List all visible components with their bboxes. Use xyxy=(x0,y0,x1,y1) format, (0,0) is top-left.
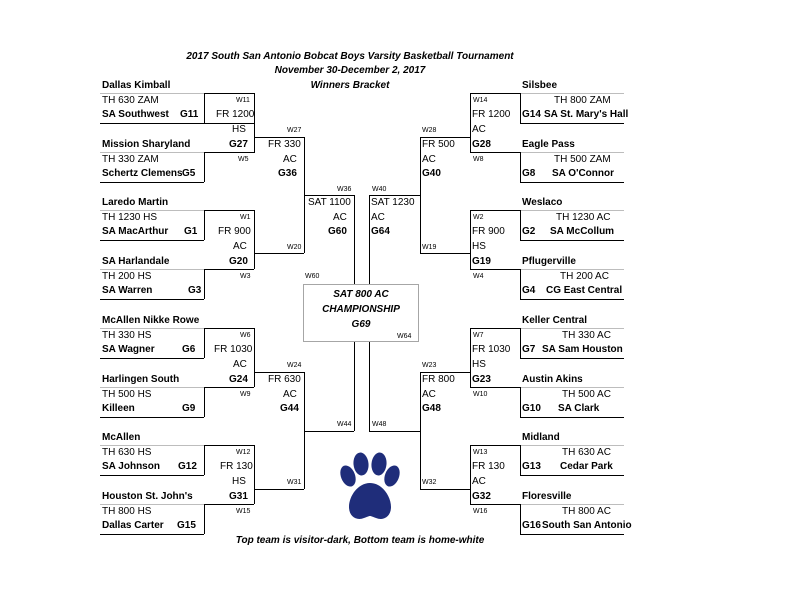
bracket-name: Winners Bracket xyxy=(310,80,390,91)
winner-label: W8 xyxy=(473,156,484,163)
game-site: AC xyxy=(422,154,436,165)
winner-label: W23 xyxy=(422,362,437,369)
team-name: Houston St. John's xyxy=(102,491,193,502)
team-name: Dallas Carter xyxy=(102,520,164,531)
game-number: G9 xyxy=(182,403,196,414)
game-site: HS xyxy=(472,359,486,370)
game-slot: TH 630 AC xyxy=(562,447,611,458)
game-number: G48 xyxy=(422,403,441,414)
game-site: AC xyxy=(472,124,486,135)
game-time: FR 1200 xyxy=(216,109,255,120)
game-number: G16 xyxy=(522,520,541,531)
game-slot: TH 800 AC xyxy=(562,506,611,517)
team-name: CG East Central xyxy=(546,285,623,296)
team-name: SA Warren xyxy=(102,285,153,296)
game-number: G14 xyxy=(522,109,541,120)
game-site: AC xyxy=(472,476,486,487)
team-name: South San Antonio xyxy=(542,520,632,531)
winner-label: W5 xyxy=(238,156,249,163)
game-number: G44 xyxy=(280,403,299,414)
winner-label: W9 xyxy=(240,391,251,398)
game-time: SAT 1100 xyxy=(308,197,351,208)
championship-time: SAT 800 AC xyxy=(333,289,389,300)
game-time: FR 900 xyxy=(472,226,505,237)
game-slot: TH 800 HS xyxy=(102,506,152,517)
game-slot: TH 330 AC xyxy=(562,330,611,341)
game-number: G23 xyxy=(472,374,491,385)
team-name: Silsbee xyxy=(522,80,558,91)
game-site: HS xyxy=(232,124,246,135)
game-number: G64 xyxy=(371,226,390,237)
team-name: SA Johnson xyxy=(102,461,160,472)
game-site: AC xyxy=(283,154,297,165)
winner-label: W12 xyxy=(236,449,251,456)
team-name: Weslaco xyxy=(522,197,563,208)
team-name: Schertz Clemens xyxy=(102,168,183,179)
team-name: Austin Akins xyxy=(522,374,583,385)
game-time: FR 900 xyxy=(218,226,251,237)
winner-label: W13 xyxy=(473,449,488,456)
winner-label: W2 xyxy=(473,214,484,221)
game-number: G20 xyxy=(229,256,248,267)
winner-label: W24 xyxy=(287,362,302,369)
winner-label: W20 xyxy=(287,244,302,251)
team-name: SA Harlandale xyxy=(102,256,170,267)
team-name: Harlingen South xyxy=(102,374,180,385)
game-number: G6 xyxy=(182,344,196,355)
winner-label: W64 xyxy=(397,333,412,340)
game-number: G27 xyxy=(229,139,248,150)
team-name: Laredo Martin xyxy=(102,197,169,208)
game-time: FR 130 xyxy=(220,461,253,472)
game-slot: TH 630 ZAM xyxy=(102,95,159,106)
team-name: Cedar Park xyxy=(560,461,613,472)
footer-note: Top team is visitor-dark, Bottom team is home-white xyxy=(235,535,485,546)
game-site: AC xyxy=(371,212,385,223)
team-name: Pflugerville xyxy=(522,256,576,267)
tournament-title: 2017 South San Antonio Bobcat Boys Varsity Basketball Tournament xyxy=(186,51,514,62)
game-number: G60 xyxy=(328,226,347,237)
winner-label: W27 xyxy=(287,127,302,134)
winner-label: W16 xyxy=(473,508,488,515)
winner-label: W3 xyxy=(240,273,251,280)
winner-label: W4 xyxy=(473,273,484,280)
winner-label: W14 xyxy=(473,97,488,104)
game-time: FR 630 xyxy=(268,374,301,385)
winner-label: W11 xyxy=(236,97,250,104)
game-number: G19 xyxy=(472,256,491,267)
winner-label: W40 xyxy=(372,186,387,193)
game-slot: TH 330 HS xyxy=(102,330,152,341)
game-slot: TH 200 AC xyxy=(560,271,609,282)
team-name: Midland xyxy=(522,432,560,443)
game-number: G24 xyxy=(229,374,248,385)
game-number: G10 xyxy=(522,403,541,414)
game-slot: TH 500 AC xyxy=(562,389,611,400)
team-name: SA O'Connor xyxy=(552,168,615,179)
game-number: G11 xyxy=(180,109,199,120)
team-name: SA Clark xyxy=(558,403,600,414)
game-number: G40 xyxy=(422,168,441,179)
team-name: SA Southwest xyxy=(102,109,169,120)
winner-label: W1 xyxy=(240,214,251,221)
team-name: SA MacArthur xyxy=(102,226,169,237)
game-number: G5 xyxy=(182,168,196,179)
game-slot: TH 1230 AC xyxy=(556,212,611,223)
team-name: Dallas Kimball xyxy=(102,80,171,91)
game-site: HS xyxy=(232,476,246,487)
game-number: G4 xyxy=(522,285,536,296)
game-number: G31 xyxy=(229,491,248,502)
team-name: SA Wagner xyxy=(102,344,155,355)
game-time: FR 130 xyxy=(472,461,505,472)
game-number: G28 xyxy=(472,139,491,150)
winner-label: W7 xyxy=(473,332,484,339)
game-number: G13 xyxy=(522,461,541,472)
game-time: FR 330 xyxy=(268,139,301,150)
game-slot: TH 800 ZAM xyxy=(554,95,611,106)
game-site: AC xyxy=(233,359,247,370)
game-number: G7 xyxy=(522,344,536,355)
team-name: Keller Central xyxy=(522,315,588,326)
game-time: FR 1030 xyxy=(472,344,511,355)
winner-label: W6 xyxy=(240,332,251,339)
game-number: G12 xyxy=(178,461,197,472)
team-name: McAllen Nikke Rowe xyxy=(102,315,200,326)
team-name: Killeen xyxy=(102,403,135,414)
team-name: McAllen xyxy=(102,432,141,443)
team-name: SA Sam Houston xyxy=(542,344,623,355)
championship-label: CHAMPIONSHIP xyxy=(322,304,400,315)
winner-label: W36 xyxy=(337,186,352,193)
game-number: G15 xyxy=(177,520,196,531)
game-site: AC xyxy=(233,241,247,252)
team-name: Mission Sharyland xyxy=(102,139,191,150)
game-slot: TH 1230 HS xyxy=(102,212,158,223)
game-number: G32 xyxy=(472,491,491,502)
paw-print-icon xyxy=(334,452,406,524)
game-site: AC xyxy=(283,389,297,400)
game-number: G2 xyxy=(522,226,536,237)
game-time: FR 1200 xyxy=(472,109,511,120)
game-slot: TH 630 HS xyxy=(102,447,152,458)
game-number: G1 xyxy=(184,226,198,237)
team-name: SA St. Mary's Hall xyxy=(544,109,629,120)
game-time: FR 800 xyxy=(422,374,455,385)
game-number: G3 xyxy=(188,285,202,296)
winner-label: W15 xyxy=(236,508,251,515)
winner-label: W19 xyxy=(422,244,437,251)
game-slot: TH 200 HS xyxy=(102,271,152,282)
winner-label: W31 xyxy=(287,479,302,486)
team-name: SA McCollum xyxy=(550,226,615,237)
championship-box xyxy=(303,284,419,342)
game-site: AC xyxy=(333,212,347,223)
tournament-dates: November 30-December 2, 2017 xyxy=(274,65,426,76)
winner-label: W10 xyxy=(473,391,488,398)
winner-label: W32 xyxy=(422,479,437,486)
game-slot: TH 500 ZAM xyxy=(554,154,611,165)
game-site: AC xyxy=(422,389,436,400)
championship-game: G69 xyxy=(351,319,371,330)
winner-label: W48 xyxy=(372,421,387,428)
game-slot: TH 500 HS xyxy=(102,389,152,400)
game-time: FR 1030 xyxy=(214,344,253,355)
winner-label: W28 xyxy=(422,127,437,134)
game-site: HS xyxy=(472,241,486,252)
game-time: FR 500 xyxy=(422,139,455,150)
team-name: Floresville xyxy=(522,491,572,502)
team-name: Eagle Pass xyxy=(522,139,575,150)
winner-label: W60 xyxy=(305,273,320,280)
game-slot: TH 330 ZAM xyxy=(102,154,159,165)
game-number: G8 xyxy=(522,168,536,179)
winner-label: W44 xyxy=(337,421,352,428)
game-number: G36 xyxy=(278,168,297,179)
game-time: SAT 1230 xyxy=(371,197,415,208)
